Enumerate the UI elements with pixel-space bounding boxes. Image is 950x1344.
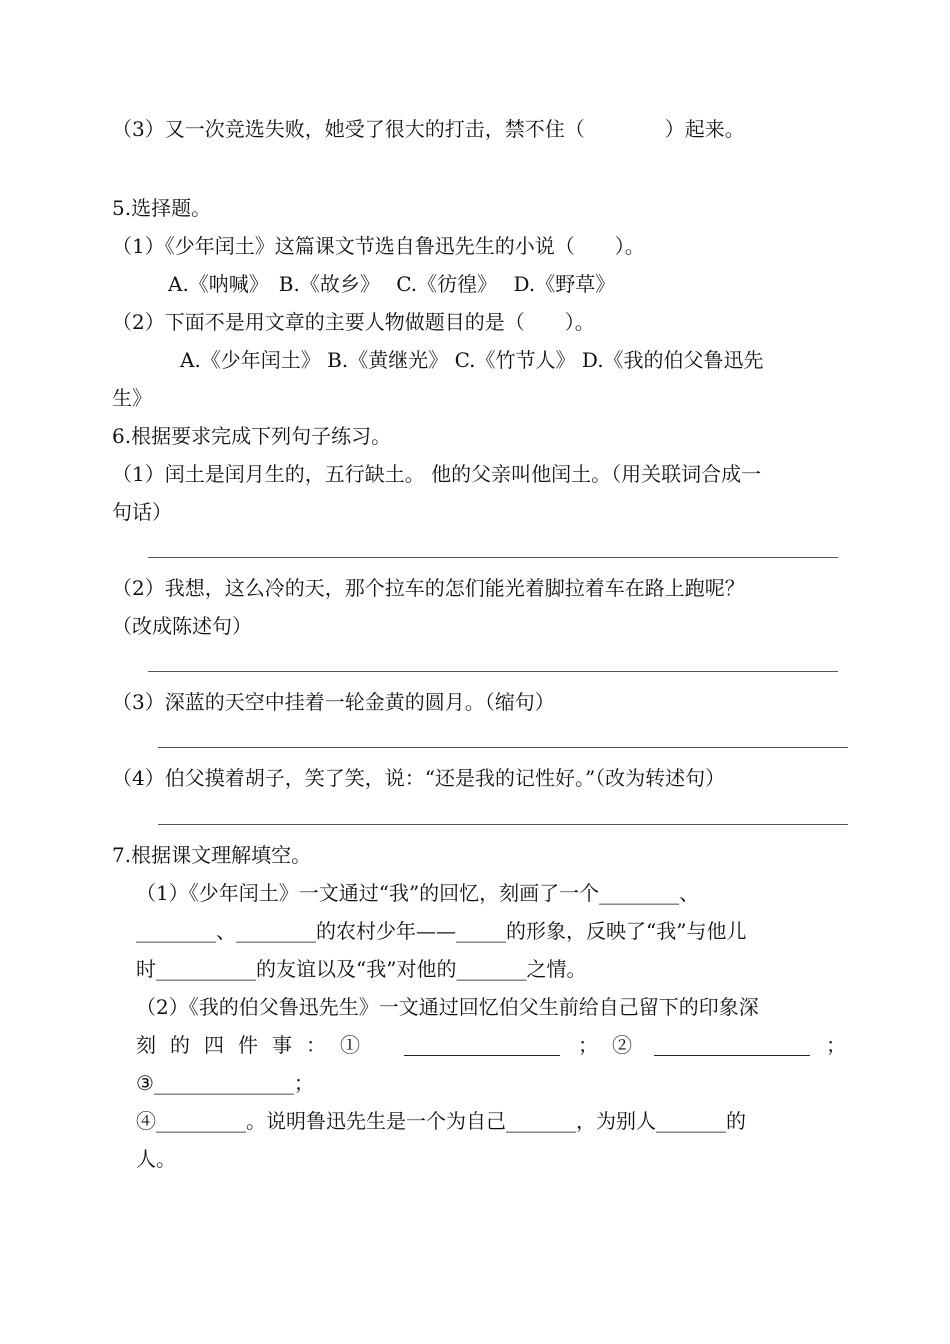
q6-title: 6.根据要求完成下列句子练习。 [112, 424, 392, 448]
q7-item-2-line-4: ④_________。说明鲁迅先生是一个为自己_______，为别人_______的 [136, 1109, 746, 1133]
answer-line[interactable] [148, 557, 838, 558]
q7-item-1-line-2: ________、________的农村少年——_____的形象，反映了“我”与他儿 [136, 919, 747, 943]
q7-title: 7.根据课文理解填空。 [112, 843, 312, 867]
q7-item-2-line-2-end: ； [826, 1033, 846, 1057]
q7-item-2-line-5: 人。 [136, 1147, 176, 1171]
q7-item-1-line-3: 时__________的友谊以及“我”对他的_______之情。 [136, 957, 587, 981]
answer-blank-1[interactable] [404, 1055, 560, 1056]
q4-item-3: （3）又一次竞选失败，她受了很大的打击，禁不住（ ）起来。 [112, 117, 745, 141]
answer-line[interactable] [158, 747, 848, 748]
q6-item-2-line-2: （改成陈述句） [112, 614, 252, 638]
q5-item-2: （2）下面不是用文章的主要人物做题目的是（ ）。 [112, 310, 595, 334]
q5-title: 5.选择题。 [112, 196, 212, 220]
answer-line[interactable] [158, 824, 848, 825]
q5-item-2-options: A.《少年闰土》 B.《黄继光》 C.《竹节人》 D.《我的伯父鲁迅先 [180, 348, 764, 372]
q6-item-4: （4）伯父摸着胡子，笑了笑，说：“还是我的记性好。”（改为转述句） [112, 766, 726, 790]
q7-item-2-line-1: （2）《我的伯父鲁迅先生》一文通过回忆伯父生前给自己留下的印象深 [136, 995, 759, 1019]
q6-item-2-line-1: （2）我想，这么冷的天，那个拉车的怎们能光着脚拉着车在路上跑呢？ [112, 576, 745, 600]
q7-item-2-line-2-prefix: 刻的四件事：① [136, 1033, 374, 1057]
q7-item-2-line-2-mid: ；② [578, 1033, 646, 1057]
q7-item-1-line-1: （1）《少年闰土》一文通过“我”的回忆，刻画了一个________、 [136, 881, 700, 905]
answer-line[interactable] [148, 671, 838, 672]
q6-item-1-line-1: （1）闰土是闰月生的，五行缺土。 他的父亲叫他闰土。（用关联词合成一 [112, 462, 762, 486]
answer-blank-2[interactable] [654, 1055, 810, 1056]
q7-item-2-line-3: ③______________； [136, 1071, 314, 1095]
q5-item-1-options: A.《呐喊》 B.《故乡》 C.《彷徨》 D.《野草》 [168, 272, 616, 296]
q6-item-1-line-2: 句话） [112, 500, 172, 524]
q6-item-3: （3）深蓝的天空中挂着一轮金黄的圆月。（缩句） [112, 690, 555, 714]
q5-item-2-options-cont: 生》 [112, 386, 152, 410]
q5-item-1: （1）《少年闰土》这篇课文节选自鲁迅先生的小说（ ）。 [112, 234, 645, 258]
